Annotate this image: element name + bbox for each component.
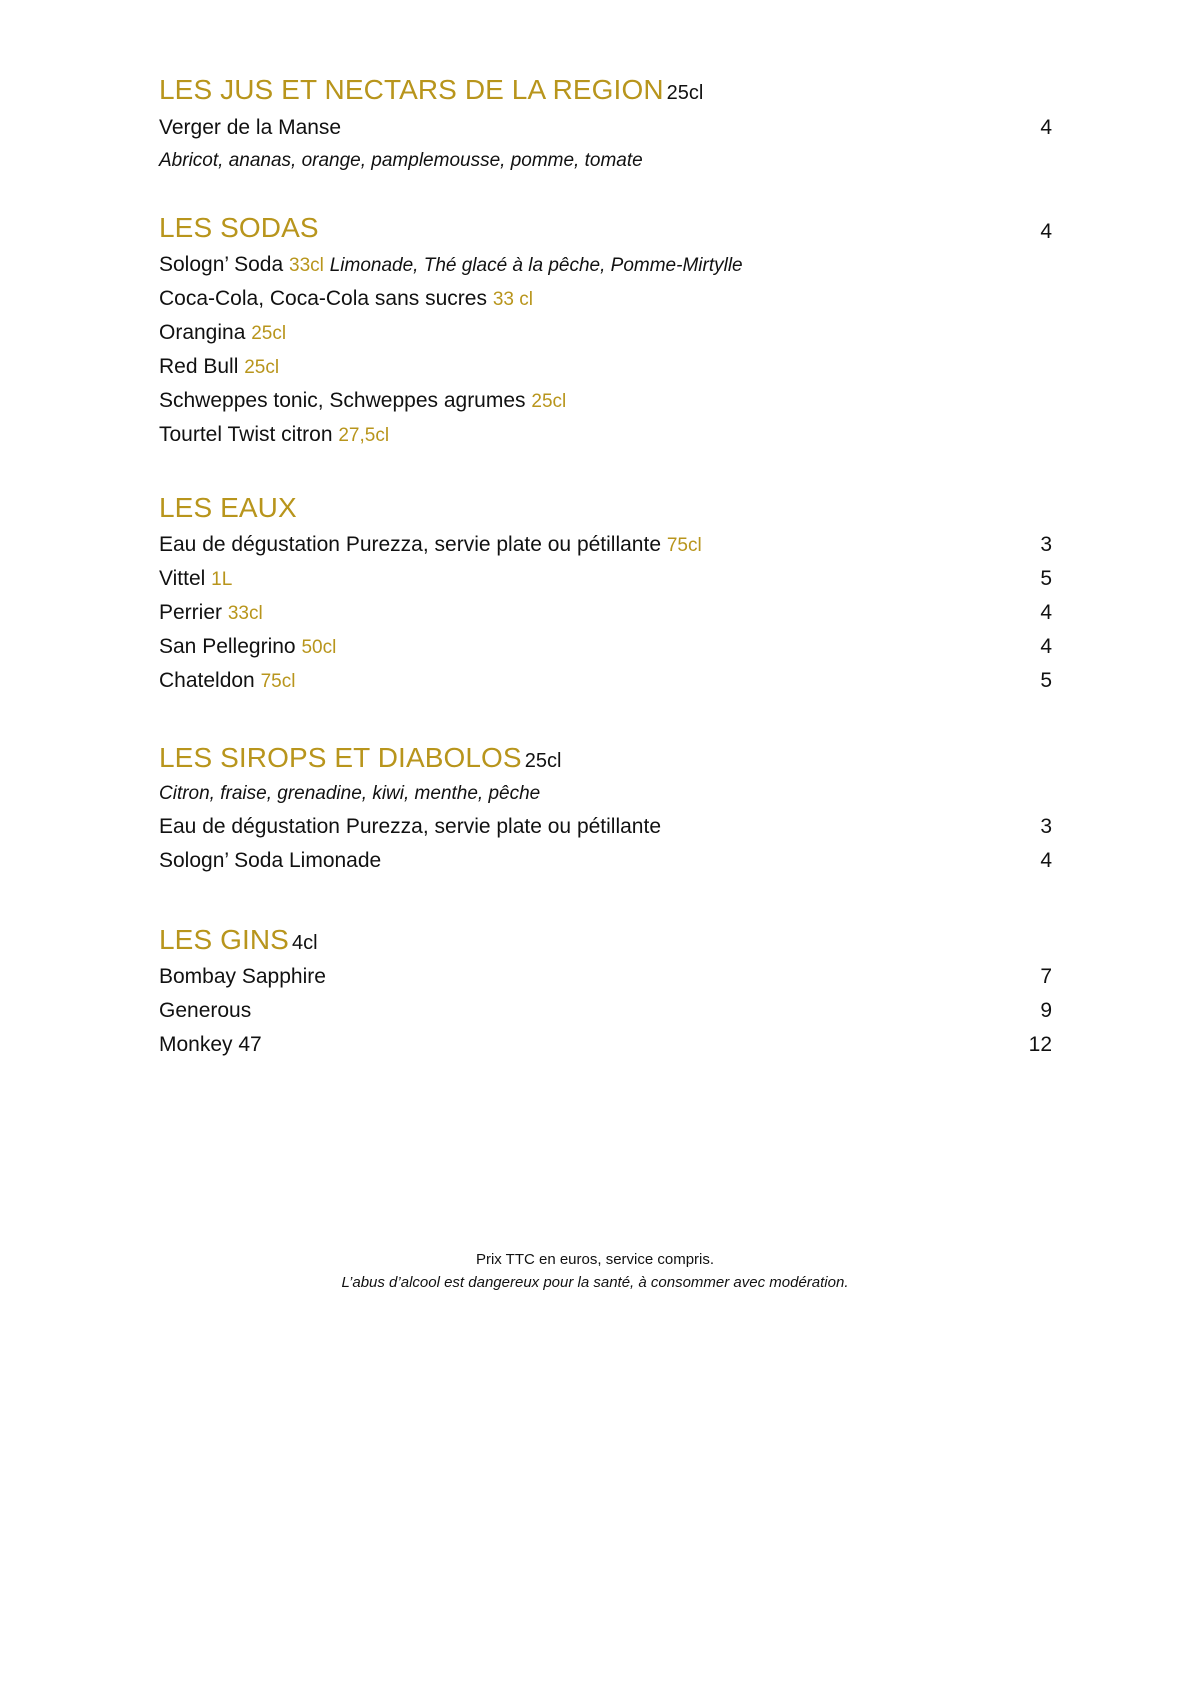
item-unit: 27,5cl: [338, 425, 390, 446]
item-unit: 33 cl: [492, 289, 533, 310]
section-title: [159, 740, 1052, 776]
section-title: [159, 72, 1052, 108]
section-sirops-diabolos: [159, 740, 1052, 878]
item-unit: 33cl: [227, 603, 263, 624]
item-unit: 75cl: [260, 671, 296, 692]
item-price: 5: [1040, 669, 1052, 692]
menu-item: [159, 562, 1052, 596]
item-name: Schweppes tonic, Schweppes agrumes: [159, 389, 526, 412]
item-price: 4: [1040, 635, 1052, 658]
section-price: 4: [1040, 220, 1052, 243]
item-name: Orangina: [159, 321, 246, 344]
item-name: Sologn’ Soda: [159, 253, 284, 276]
menu-item: [159, 630, 1052, 664]
menu-item: [159, 316, 1052, 350]
item-price: 7: [1040, 965, 1052, 988]
section-title-unit: 25cl: [524, 750, 562, 772]
menu-item: [159, 810, 1052, 844]
menu-item-description: [159, 145, 1052, 177]
footer: [0, 1248, 1190, 1294]
item-name: Chateldon: [159, 669, 255, 692]
item-price: 3: [1040, 533, 1052, 556]
menu-item: [159, 111, 1052, 145]
menu-item: [159, 1028, 1052, 1062]
section-title: [159, 210, 1052, 246]
section-title: [159, 490, 1052, 526]
item-name: Generous: [159, 999, 252, 1022]
item-name: Sologn’ Soda Limonade: [159, 849, 382, 872]
menu-item: [159, 418, 1052, 452]
item-name: Verger de la Manse: [159, 116, 342, 139]
item-name: Coca-Cola, Coca-Cola sans sucres: [159, 287, 487, 310]
item-name: Vittel: [159, 567, 206, 590]
menu-item: [159, 248, 1052, 282]
footer-alcohol-warning: L’abus d’alcool est dangereux pour la santé, à consommer avec modération.: [341, 1274, 849, 1291]
item-unit: 1L: [211, 569, 233, 590]
item-price: 4: [1040, 601, 1052, 624]
item-name: Eau de dégustation Purezza, servie plate ou pétillante: [159, 533, 662, 556]
section-gins: [159, 922, 1052, 1062]
item-name: Bombay Sapphire: [159, 965, 326, 988]
item-price: 12: [1028, 1033, 1052, 1056]
footer-price-note: Prix TTC en euros, service compris.: [475, 1251, 715, 1268]
section-title-text: LES EAUX: [159, 492, 297, 523]
item-unit: 25cl: [251, 323, 287, 344]
menu-item: [159, 528, 1052, 562]
item-price: 9: [1040, 999, 1052, 1022]
item-unit: 25cl: [244, 357, 280, 378]
item-unit: 33cl: [289, 255, 324, 276]
item-description: Abricot, ananas, orange, pamplemousse, pomme, tomate: [159, 150, 643, 171]
item-name: Tourtel Twist citron: [159, 423, 333, 446]
section-title-text: LES JUS ET NECTARS DE LA REGION: [159, 74, 664, 105]
menu-item: [159, 350, 1052, 384]
menu-item: [159, 384, 1052, 418]
menu-item: [159, 282, 1052, 316]
section-sodas: [159, 210, 1052, 452]
menu-item: [159, 994, 1052, 1028]
item-name: Monkey 47: [159, 1033, 262, 1056]
item-unit: 75cl: [666, 535, 702, 556]
menu-item: [159, 960, 1052, 994]
item-name: Perrier: [159, 601, 223, 624]
item-price: 5: [1040, 567, 1052, 590]
item-unit: 25cl: [531, 391, 567, 412]
item-price: 4: [1040, 849, 1052, 872]
item-description: Citron, fraise, grenadine, kiwi, menthe, pêche: [159, 783, 541, 804]
item-name: San Pellegrino: [159, 635, 296, 658]
menu-item: [159, 664, 1052, 698]
section-title-unit: 4cl: [291, 932, 318, 954]
item-unit: 50cl: [301, 637, 337, 658]
item-price: 3: [1040, 815, 1052, 838]
item-name: Eau de dégustation Purezza, servie plate ou pétillante: [159, 815, 662, 838]
item-note: Limonade, Thé glacé à la pêche, Pomme-Mirtylle: [329, 255, 743, 276]
menu-item-description: [159, 778, 1052, 810]
item-name: Red Bull: [159, 355, 239, 378]
section-title-text: LES SIROPS ET DIABOLOS: [159, 742, 522, 773]
section-title: [159, 922, 1052, 958]
menu-item: [159, 844, 1052, 878]
menu-item: [159, 596, 1052, 630]
section-eaux: [159, 490, 1052, 698]
item-price: 4: [1040, 116, 1052, 139]
section-title-unit: 25cl: [666, 82, 704, 104]
section-jus-nectars: [159, 72, 1052, 177]
section-title-text: LES GINS: [159, 924, 289, 955]
section-title-text: LES SODAS: [159, 212, 319, 243]
